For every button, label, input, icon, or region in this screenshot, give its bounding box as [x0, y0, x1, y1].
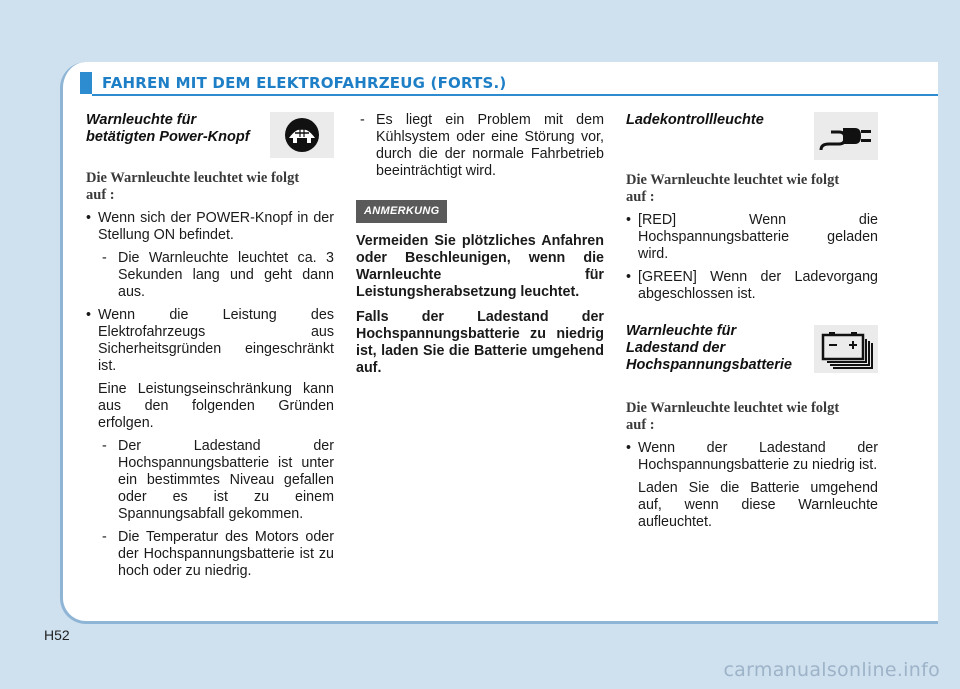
bullet-item: • Wenn sich der POWER-Knopf in der Stellung ON befindet. — [86, 210, 334, 244]
section-header — [80, 72, 938, 94]
paragraph: Laden Sie die Batterie umgehend auf, wenn diese Warnleuchte aufleuchtet. — [638, 480, 878, 530]
condition-subheading — [626, 400, 878, 434]
title-line: Warnleuchte für — [626, 323, 737, 339]
charge-indicator-heading — [626, 112, 878, 160]
note-text: Falls der Ladestand der Hochspannungsbatterie zu niedrig ist, laden Sie die Batterie umgehend auf. — [356, 309, 604, 376]
title-line: betätigten Power-Knopf — [86, 129, 250, 145]
condition-subheading — [626, 172, 878, 206]
subhead-line: auf : — [626, 189, 655, 205]
title-line: Warnleuchte für — [86, 112, 197, 128]
paragraph: Eine Leistungseinschränkung kann aus den folgenden Gründen erfolgen. — [98, 381, 334, 431]
bullet-item: • [RED] Wenn die Hochspannungsbatterie geladen wird. — [626, 212, 878, 263]
battery-warning-heading — [626, 323, 878, 374]
header-rule — [92, 94, 938, 96]
column-middle — [356, 112, 604, 385]
subhead-line: Die Warnleuchte leuchtet wie folgt — [86, 170, 300, 186]
charge-indicator-title: Ladekontrollleuchte — [626, 112, 764, 128]
power-warning-heading — [86, 112, 334, 158]
header-accent — [80, 72, 92, 94]
column-right — [626, 112, 878, 537]
dash-item: - Die Temperatur des Motors oder der Hochspannungsbatterie ist zu hoch oder zu niedrig. — [98, 529, 334, 580]
bullet-item: • Wenn die Leistung des Elektrofahrzeugs aus Sicherheitsgründen eingeschränkt ist. — [86, 307, 334, 375]
dash-item: - Es liegt ein Problem mit dem Kühlsystem oder eine Störung vor, durch die der normale Fahrbetrieb beeinträchtigt wird. — [356, 112, 604, 180]
power-warning-title — [86, 112, 250, 146]
page-number: H52 — [44, 627, 70, 643]
battery-warning-title — [626, 323, 792, 374]
subhead-line: auf : — [626, 417, 655, 433]
dash-item: - Der Ladestand der Hochspannungsbatterie ist unter ein bestimmtes Niveau gefallen oder es ist zu einem Spannungsabfall gekommen. — [98, 438, 334, 523]
bullet-item: • [GREEN] Wenn der Ladevorgang abgeschlossen ist. — [626, 269, 878, 303]
bullet-item: • Wenn der Ladestand der Hochspannungsbatterie zu niedrig ist. — [626, 440, 878, 474]
subhead-line: Die Warnleuchte leuchtet wie folgt — [626, 172, 840, 188]
battery-level-icon — [814, 325, 878, 373]
note-badge: ANMERKUNG — [356, 200, 447, 223]
title-line: Ladestand der — [626, 340, 726, 356]
charging-plug-icon — [814, 112, 878, 160]
subhead-line: auf : — [86, 187, 115, 203]
subhead-line: Die Warnleuchte leuchtet wie folgt — [626, 400, 840, 416]
condition-subheading — [86, 170, 334, 204]
title-line: Hochspannungsbatterie — [626, 357, 792, 373]
note-text: Vermeiden Sie plötzliches Anfahren oder Beschleunigen, wenn die Warnleuchte für Leistungsherabsetzung leuchtet. — [356, 233, 604, 300]
header-title: FAHREN MIT DEM ELEKTROFAHRZEUG (FORTS.) — [102, 74, 507, 92]
column-left — [86, 112, 334, 586]
power-limit-turtle-icon — [270, 112, 334, 158]
watermark: carmanualsonline.info — [723, 659, 940, 681]
dash-item: - Die Warnleuchte leuchtet ca. 3 Sekunden lang und geht dann aus. — [98, 250, 334, 301]
